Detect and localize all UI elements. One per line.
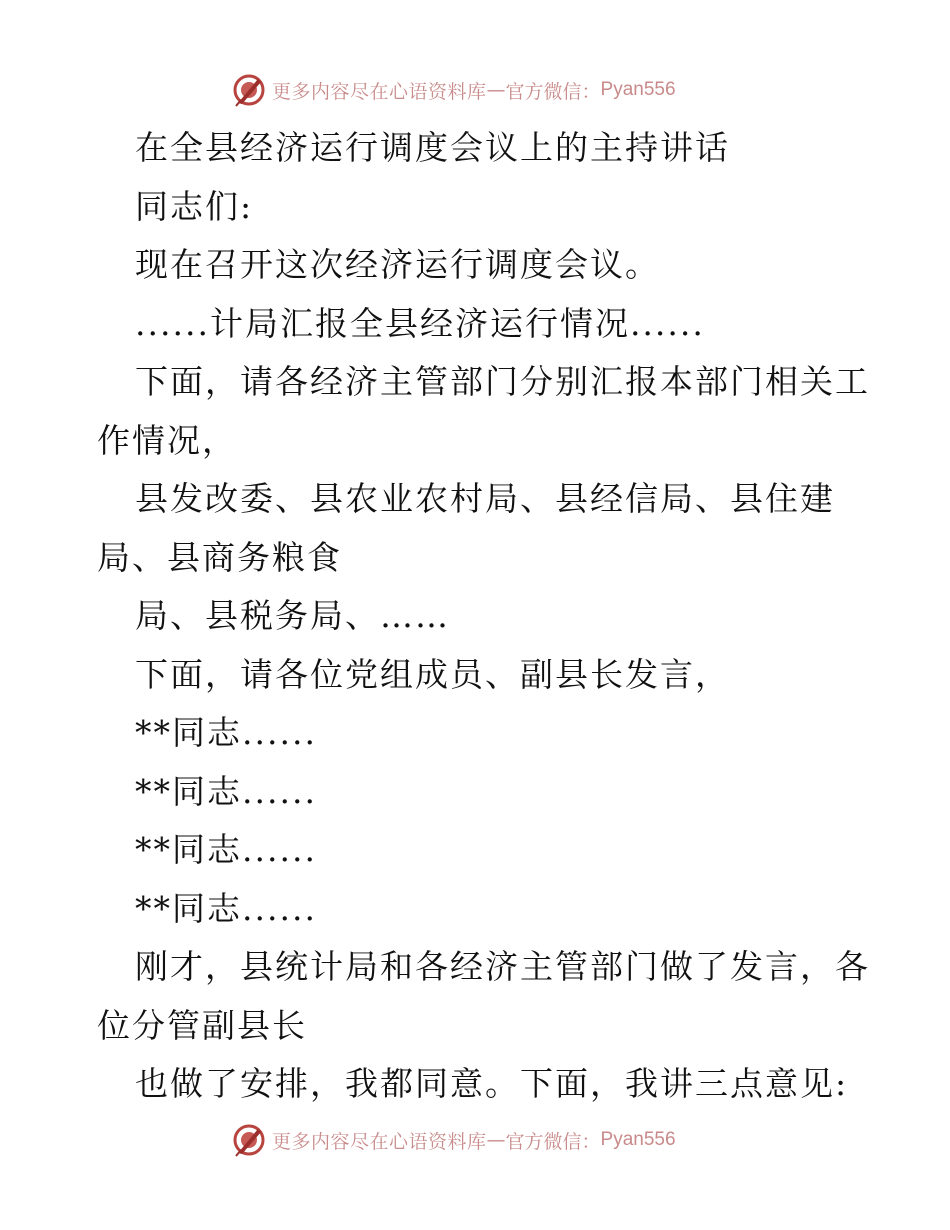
watermark-wechat-label: 官方微信： xyxy=(505,80,601,103)
footer-watermark xyxy=(232,1122,676,1158)
document-body xyxy=(97,119,870,1114)
paragraph-line-continued: 位分管副县长 xyxy=(97,1005,307,1045)
watermark-account: Pyan556 xyxy=(600,1129,676,1150)
watermark-site-name: 更多内容尽在心语资料库 xyxy=(272,1130,487,1153)
watermark-dash: — xyxy=(486,1129,506,1151)
paragraph-line-continued: 作情况， xyxy=(97,420,237,460)
paragraph-line: 下面，请各经济主管部门分别汇报本部门相关工 xyxy=(135,362,870,401)
paragraph-line: 局、县税务局、…… xyxy=(135,596,450,635)
paragraph-line: 也做了安排，我都同意。下面，我讲三点意见: xyxy=(135,1064,849,1103)
paragraph-line: 县发改委、县农业农村局、县经信局、县住建 xyxy=(135,479,835,518)
paragraph-line: 下面，请各位党组成员、副县长发言， xyxy=(135,654,730,694)
watermark-dash: — xyxy=(486,79,506,101)
speaker-line: **同志...... xyxy=(135,771,317,811)
speaker-line: **同志...... xyxy=(135,713,317,752)
paragraph-line: 现在召开这次经济运行调度会议。 xyxy=(135,245,660,284)
watermark-site-name: 更多内容尽在心语资料库 xyxy=(272,80,487,103)
speaker-line: **同志...... xyxy=(135,830,317,869)
paragraph-line: ......计局汇报全县经济运行情况...... xyxy=(135,303,705,343)
quill-seal-logo-icon xyxy=(232,1123,266,1157)
quill-seal-logo-icon xyxy=(232,73,266,107)
document-title: 在全县经济运行调度会议上的主持讲话 xyxy=(135,128,730,167)
salutation: 同志们: xyxy=(135,186,254,226)
header-watermark xyxy=(232,72,676,108)
paragraph-line: 刚才，县统计局和各经济主管部门做了发言，各 xyxy=(135,947,870,986)
watermark-wechat-label: 官方微信： xyxy=(505,1130,601,1153)
speaker-line: **同志...... xyxy=(135,888,317,928)
watermark-account: Pyan556 xyxy=(600,79,676,100)
paragraph-line-continued: 局、县商务粮食 xyxy=(97,537,342,577)
